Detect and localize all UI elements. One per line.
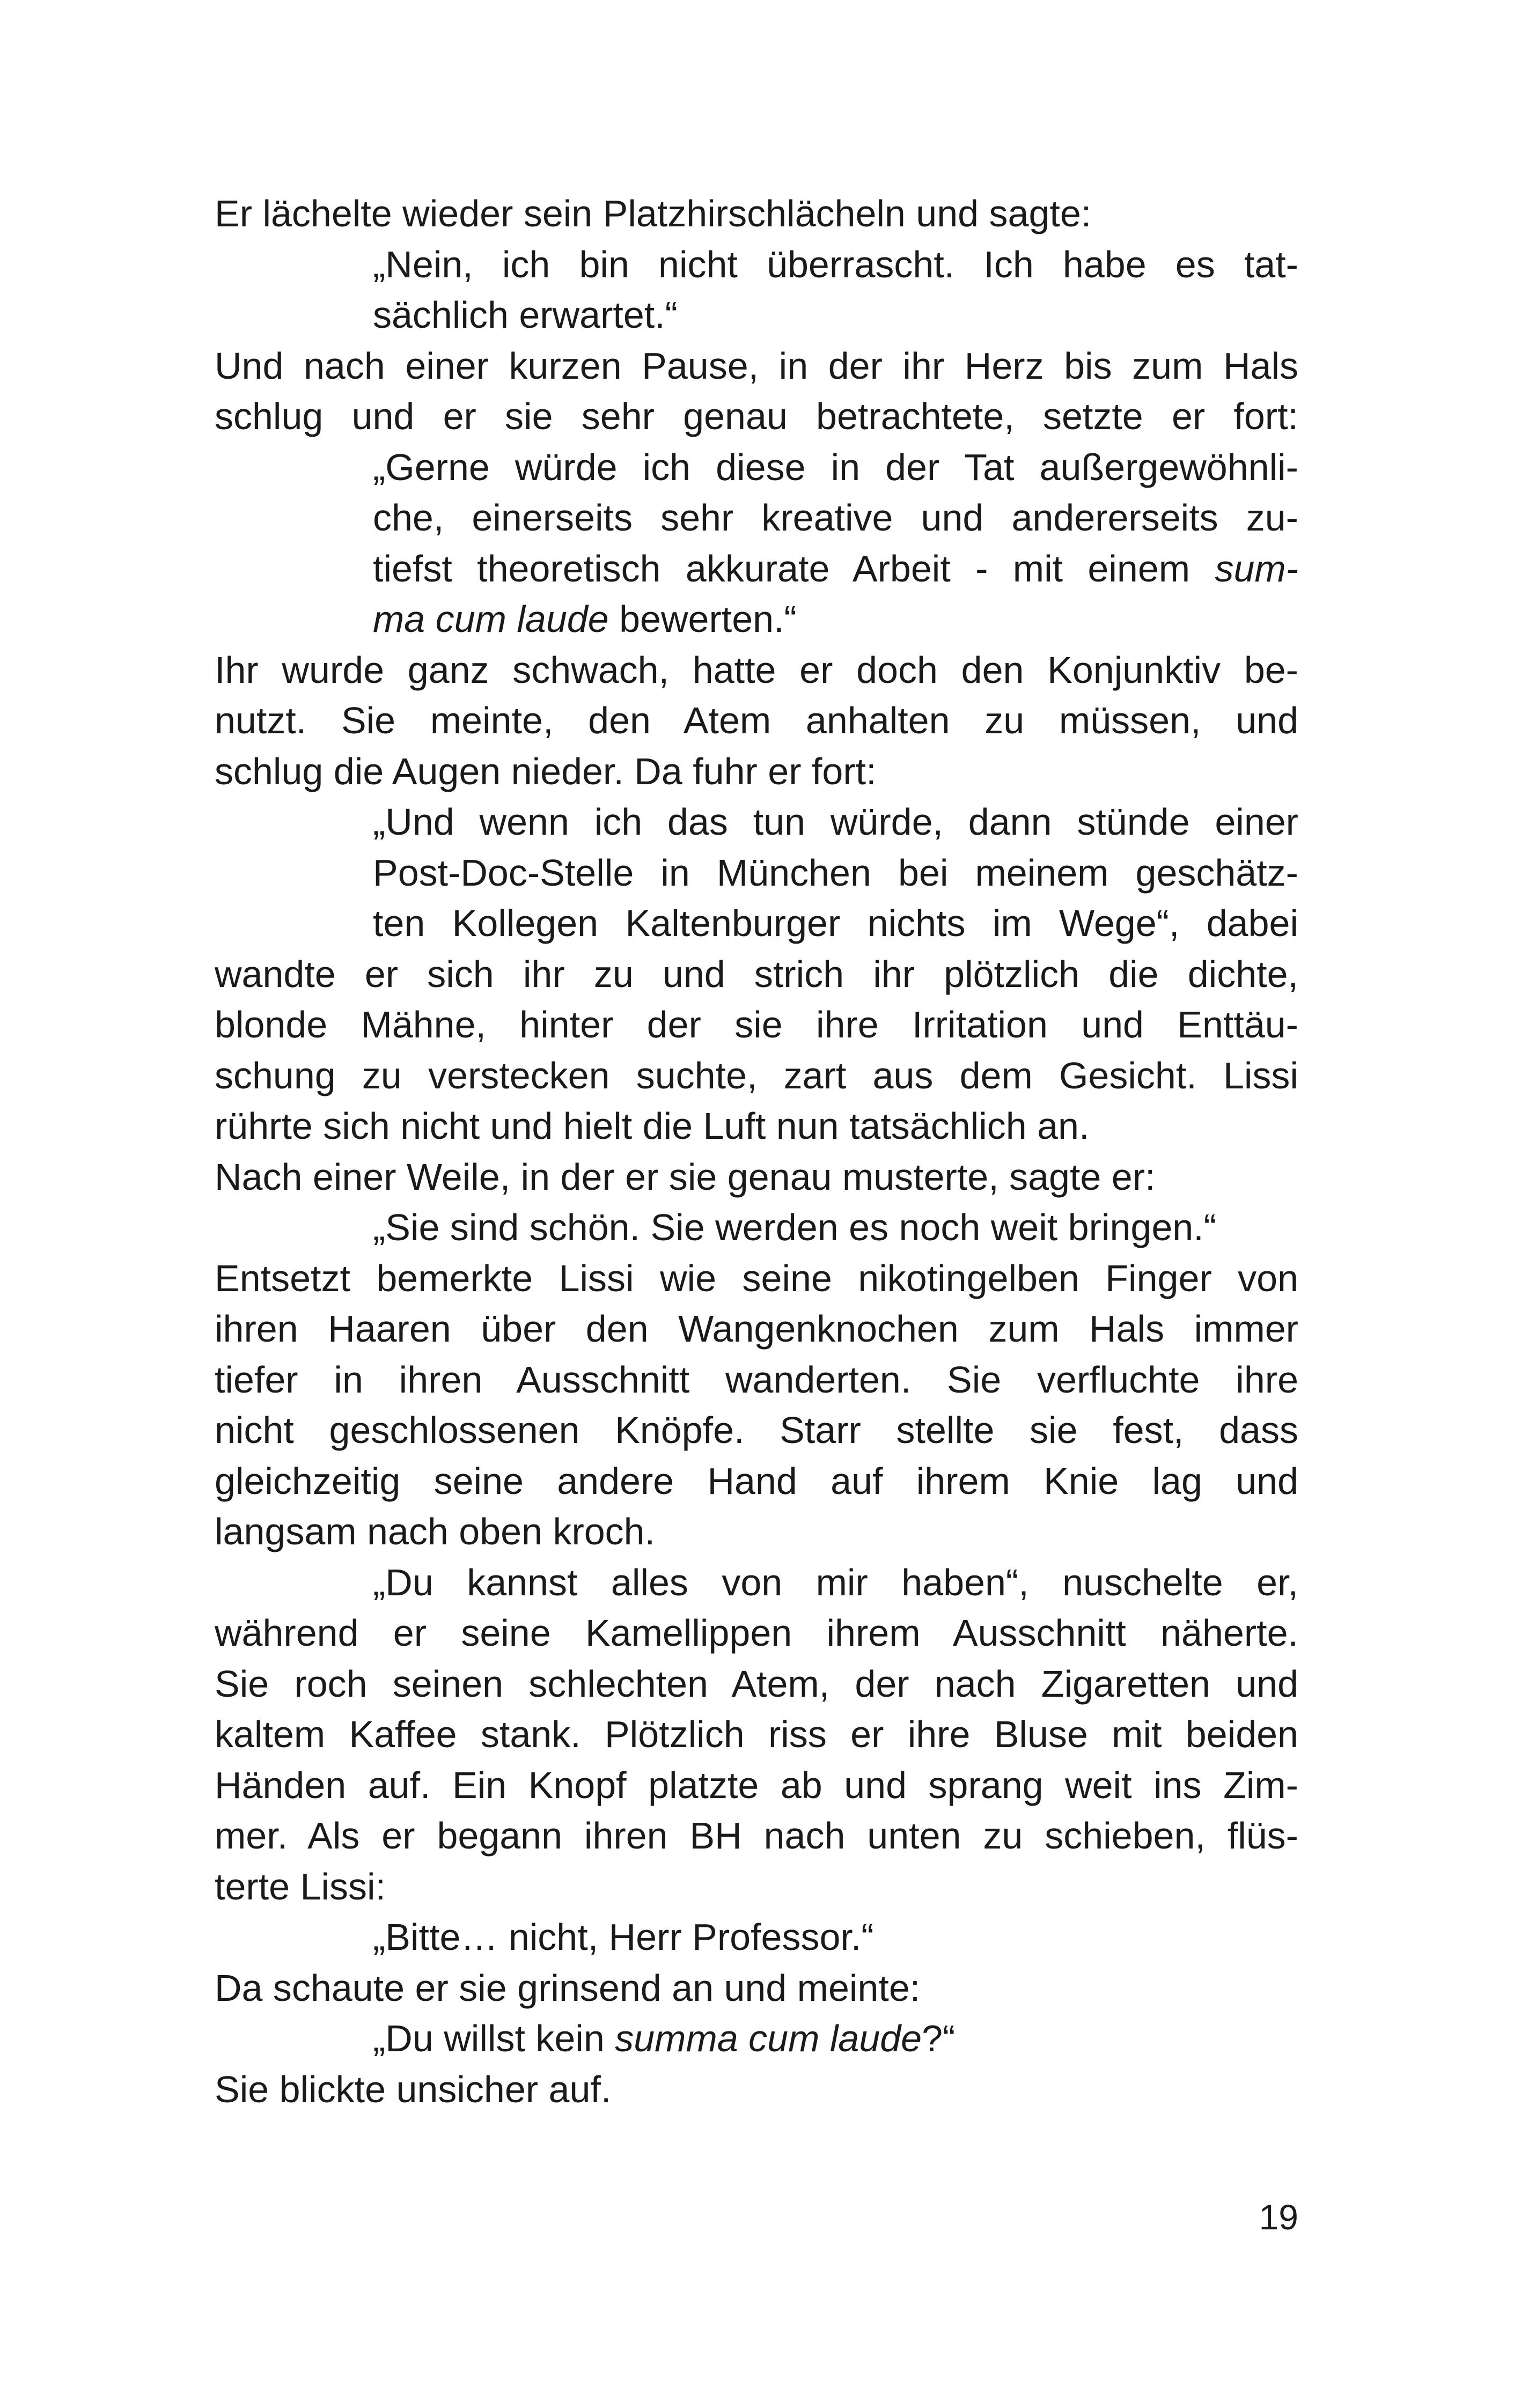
text-line [215, 1456, 1298, 1507]
text-segment: Sie blickte unsicher auf. [215, 2068, 612, 2110]
text-segment: terte Lissi: [215, 1865, 386, 1908]
text-segment: mer. Als er begann ihren BH nach unten zu schieben, flüs- [215, 1815, 1298, 1857]
text-line [215, 2013, 1298, 2064]
text-line [215, 1760, 1298, 1811]
text-line [215, 1912, 1298, 1963]
text-segment: sächlich erwartet.“ [373, 294, 678, 336]
text-segment: „Sie sind schön. Sie werden es noch weit bringen.“ [373, 1206, 1216, 1248]
text-segment: schlug und er sie sehr genau betrachtete, setzte er fort: [215, 395, 1298, 437]
text-segment: Sie roch seinen schlechten Atem, der nach Zigaretten und [215, 1662, 1298, 1705]
text-line [215, 1810, 1298, 1861]
text-segment: langsam nach oben kroch. [215, 1511, 656, 1552]
text-segment: „Bitte… nicht, Herr Professor.“ [373, 1916, 874, 1958]
text-line [215, 797, 1298, 848]
text-line [215, 645, 1298, 696]
text-line [215, 1963, 1298, 2014]
text-segment: „Du willst kein [373, 2017, 615, 2059]
text-line [215, 1506, 1298, 1557]
text-line [215, 1354, 1298, 1405]
text-line [215, 1152, 1298, 1203]
text-line [215, 2064, 1298, 2115]
text-line [215, 1709, 1298, 1760]
text-line [215, 949, 1298, 1000]
text-segment: nicht geschlossenen Knöpfe. Starr stellte sie fest, dass [215, 1409, 1298, 1451]
text-segment: rührte sich nicht und hielt die Luft nun tatsächlich an. [215, 1105, 1090, 1147]
text-segment: Er lächelte wieder sein Platzhirschlächeln und sagte: [215, 193, 1092, 234]
text-segment: Post-Doc-Stelle in München bei meinem geschätz- [373, 851, 1298, 894]
text-line [215, 695, 1298, 746]
text-line [215, 1202, 1298, 1253]
text-line [215, 1101, 1298, 1152]
text-line [215, 442, 1298, 493]
text-segment: „Und wenn ich das tun würde, dann stünde einer [373, 801, 1298, 843]
text-segment: Händen auf. Ein Knopf platzte ab und sprang weit ins Zim- [215, 1764, 1298, 1806]
text-segment: schung zu verstecken suchte, zart aus dem Gesicht. Lissi [215, 1054, 1298, 1096]
text-line [215, 492, 1298, 543]
text-line [215, 898, 1298, 949]
text-line [215, 594, 1298, 645]
text-segment: „Nein, ich bin nicht überrascht. Ich habe es tat- [373, 243, 1298, 285]
text-segment: Nach einer Weile, in der er sie genau musterte, sagte er: [215, 1155, 1156, 1198]
text-line [215, 1050, 1298, 1101]
text-segment: nutzt. Sie meinte, den Atem anhalten zu müssen, und [215, 699, 1298, 741]
text-line [215, 391, 1298, 442]
text-segment: gleichzeitig seine andere Hand auf ihrem Knie lag und [215, 1460, 1298, 1502]
text-line [215, 543, 1298, 594]
text-segment: ?“ [922, 2017, 956, 2059]
text-segment: schlug die Augen nieder. Da fuhr er fort: [215, 750, 877, 792]
body-text [215, 188, 1298, 2115]
text-segment: ihren Haaren über den Wangenknochen zum Hals immer [215, 1308, 1298, 1350]
text-segment: tiefer in ihren Ausschnitt wanderten. Sie verfluchte ihre [215, 1358, 1298, 1401]
text-segment: Und nach einer kurzen Pause, in der ihr Herz bis zum Hals [215, 344, 1298, 387]
text-line [215, 999, 1298, 1050]
text-line [215, 290, 1298, 341]
text-segment: „Du kannst alles von mir haben“, nuschelte er, [373, 1561, 1298, 1603]
text-line [215, 1608, 1298, 1659]
text-segment: tiefst theoretisch akkurate Arbeit - mit einem [373, 547, 1215, 590]
text-line [215, 239, 1298, 290]
text-line [215, 1861, 1298, 1912]
text-segment: wandte er sich ihr zu und strich ihr plötzlich die dichte, [215, 953, 1298, 995]
text-line [215, 1557, 1298, 1608]
text-segment: che, einerseits sehr kreative und andererseits zu- [373, 497, 1298, 539]
text-segment: Da schaute er sie grinsend an und meinte: [215, 1967, 921, 2009]
page-number: 19 [1259, 2197, 1298, 2237]
text-segment: während er seine Kamellippen ihrem Ausschnitt näherte. [215, 1612, 1298, 1654]
text-segment: kaltem Kaffee stank. Plötzlich riss er ihre Bluse mit beiden [215, 1713, 1298, 1755]
text-line [215, 1405, 1298, 1456]
italic-text: ma cum laude [373, 598, 609, 640]
text-segment: Ihr wurde ganz schwach, hatte er doch den Konjunktiv be- [215, 649, 1298, 691]
text-segment: blonde Mähne, hinter der sie ihre Irritation und Enttäu- [215, 1004, 1298, 1045]
text-line [215, 1659, 1298, 1710]
text-segment: „Gerne würde ich diese in der Tat außergewöhnli- [373, 446, 1298, 488]
italic-text: summa cum laude [615, 2017, 922, 2059]
text-segment: Entsetzt bemerkte Lissi wie seine nikotingelben Finger von [215, 1257, 1298, 1299]
text-line [215, 1304, 1298, 1354]
text-line [215, 1253, 1298, 1304]
text-line [215, 848, 1298, 899]
text-line [215, 746, 1298, 797]
text-line [215, 188, 1298, 239]
text-line [215, 341, 1298, 392]
italic-text: sum- [1215, 547, 1298, 590]
text-segment: ten Kollegen Kaltenburger nichts im Wege“, dabei [373, 902, 1298, 944]
text-segment: bewerten.“ [608, 598, 797, 640]
